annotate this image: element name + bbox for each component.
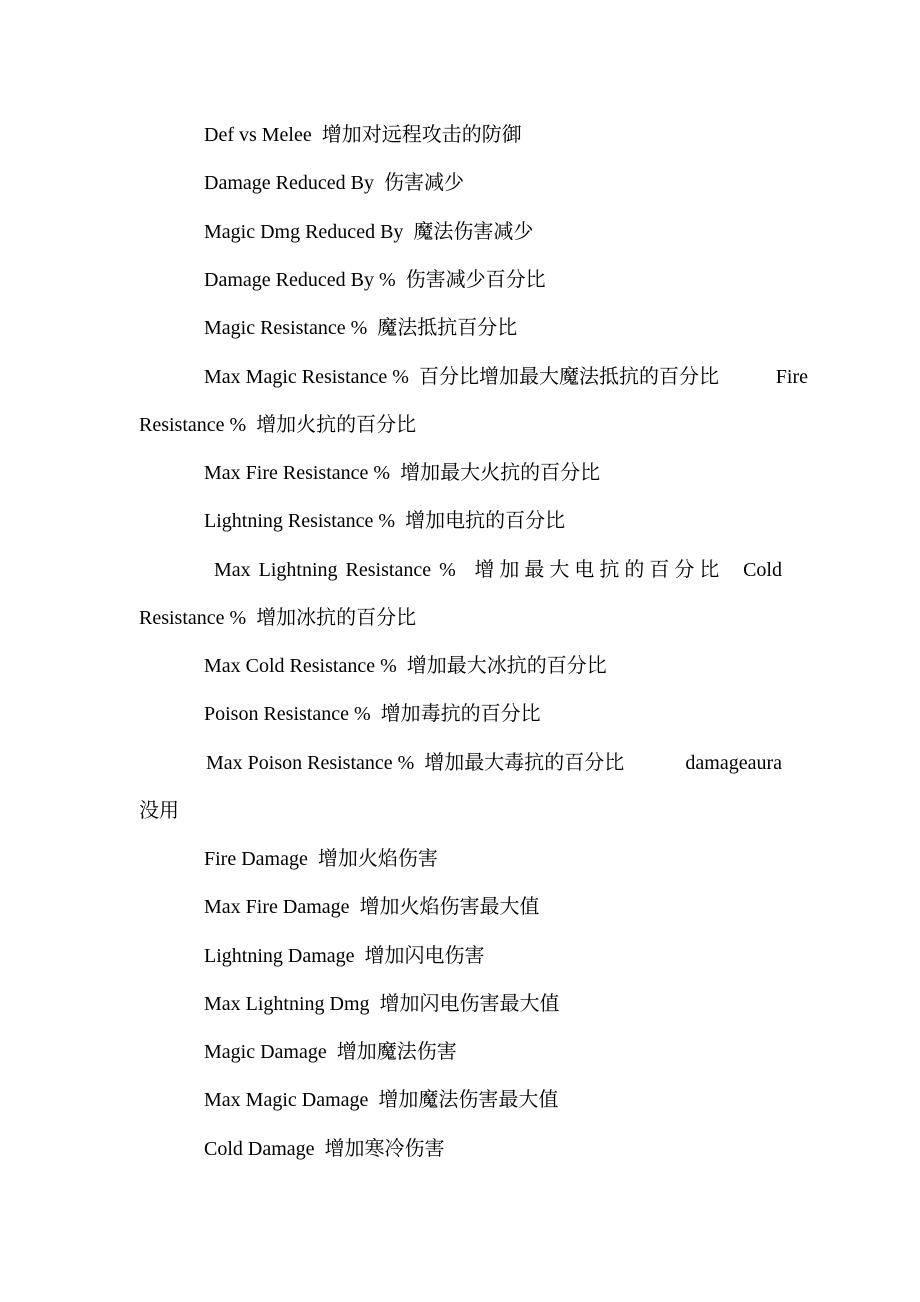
text-line: Damage Reduced By % 伤害减少百分比	[204, 269, 546, 291]
text-line: Magic Dmg Reduced By 魔法伤害减少	[204, 221, 534, 243]
text-line: Max Magic Damage 增加魔法伤害最大值	[204, 1089, 559, 1111]
text-segment: Cold	[743, 559, 782, 581]
text-line: Magic Resistance % 魔法抵抗百分比	[204, 317, 518, 339]
text-segment: 增加最大电抗的百分比	[474, 559, 725, 581]
text-line	[0, 749, 782, 777]
text-line: Fire Damage 增加火焰伤害	[204, 848, 438, 870]
text-line: Max Cold Resistance % 增加最大冰抗的百分比	[204, 655, 607, 677]
text-line: Resistance % 增加火抗的百分比	[139, 414, 417, 436]
text-segment: Max Magic Resistance % 百分比增加最大魔法抵抗的百分比	[204, 366, 719, 388]
text-line: Lightning Resistance % 增加电抗的百分比	[204, 510, 566, 532]
text-line: Max Lightning Dmg 增加闪电伤害最大值	[204, 993, 560, 1015]
text-line: Cold Damage 增加寒冷伤害	[204, 1138, 445, 1160]
text-line	[0, 363, 808, 391]
text-segment: Max Lightning Resistance %	[214, 559, 456, 581]
text-line: Poison Resistance % 增加毒抗的百分比	[204, 703, 541, 725]
text-line: Damage Reduced By 伤害减少	[204, 172, 464, 194]
text-line: Def vs Melee 增加对远程攻击的防御	[204, 124, 522, 146]
text-line: 没用	[139, 800, 179, 822]
text-line: Max Fire Resistance % 增加最大火抗的百分比	[204, 462, 601, 484]
text-segment: Max Poison Resistance % 增加最大毒抗的百分比	[206, 752, 625, 774]
text-line	[0, 556, 782, 584]
text-segment: Fire	[775, 366, 808, 388]
text-line: Resistance % 增加冰抗的百分比	[139, 607, 417, 629]
text-line: Magic Damage 增加魔法伤害	[204, 1041, 457, 1063]
text-line: Max Fire Damage 增加火焰伤害最大值	[204, 896, 540, 918]
text-segment: damageaura	[685, 752, 782, 774]
text-line: Lightning Damage 增加闪电伤害	[204, 945, 485, 967]
